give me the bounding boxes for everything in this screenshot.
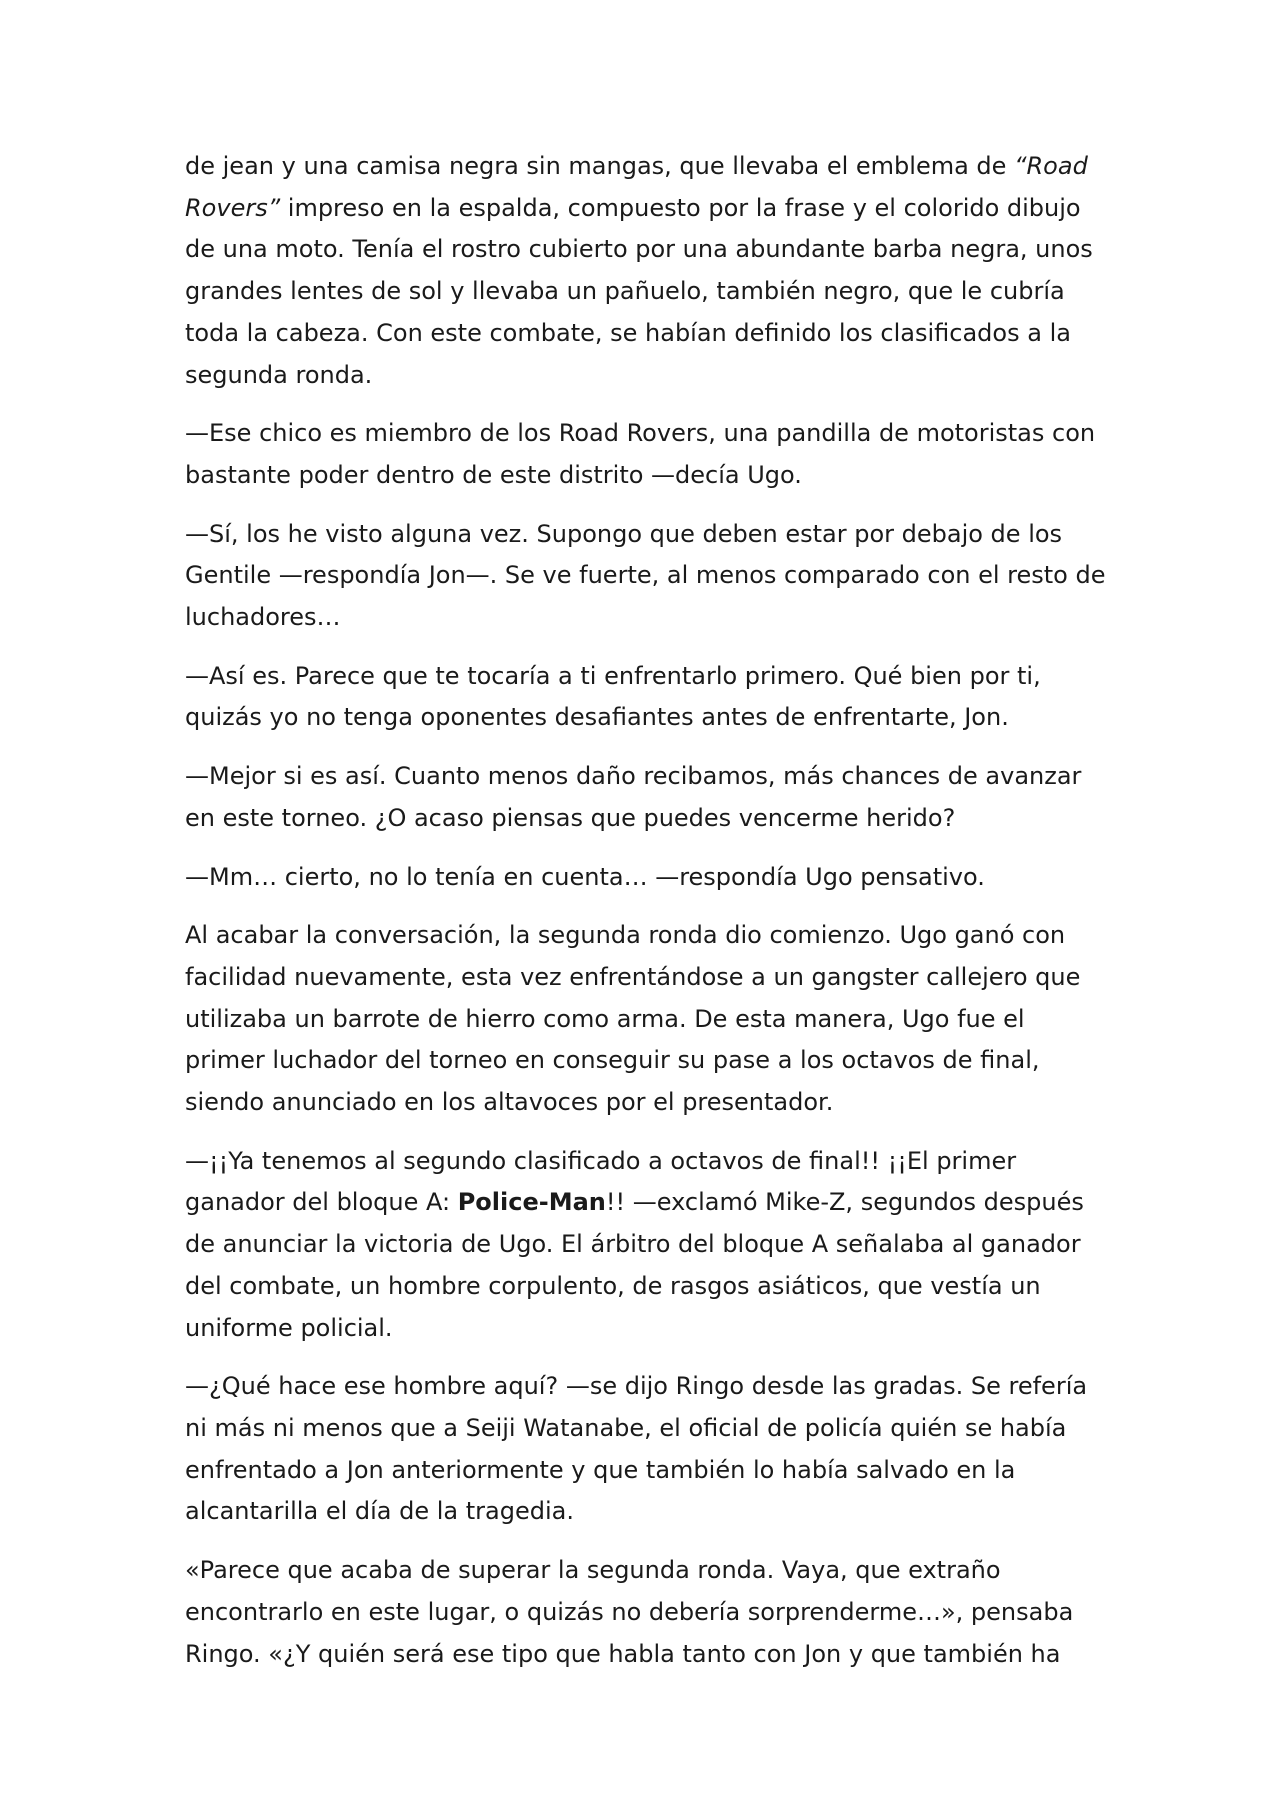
document-page xyxy=(185,146,1110,1675)
paragraph-8 xyxy=(185,1141,1110,1350)
police-man-emphasis: Police-Man xyxy=(457,1188,606,1217)
paragraph-5-text: —Mejor si es así. Cuanto menos daño recibamos, más chances de avanzar en este torneo. ¿O acaso piensas que puedes vencerme herido? xyxy=(185,762,1082,832)
paragraph-4-text: —Así es. Parece que te tocaría a ti enfrentarlo primero. Qué bien por ti, quizás yo no tenga oponentes desafiantes antes de enfrentarte, Jon. xyxy=(185,661,1041,732)
paragraph-1-text: de jean y una camisa negra sin mangas, que llevaba el emblema de xyxy=(185,152,1015,180)
paragraph-3 xyxy=(185,514,1110,639)
paragraph-3-text: —Sí, los he visto alguna vez. Supongo que deben estar por debajo de los Gentile —respondía Jon—. Se ve fuerte, al menos comparado con el resto de luchadores… xyxy=(185,519,1106,632)
paragraph-10-text: «Parece que acaba de superar la segunda ronda. Vaya, que extraño encontrarlo en este lugar, o quizás no debería sorprenderme…», pensaba Ringo. «¿Y quién será ese tipo que habla tanto con Jon y que también ha xyxy=(185,1556,1074,1668)
paragraph-8-text: —¡¡Ya tenemos al segundo clasificado a octavos de final!! ¡¡El primer ganador del bloque A: xyxy=(185,1146,1017,1217)
paragraph-6 xyxy=(185,857,1110,899)
paragraph-6-text: —Mm… cierto, no lo tenía en cuenta… —respondía Ugo pensativo. xyxy=(185,862,985,891)
paragraph-9-text: —¿Qué hace ese hombre aquí? —se dijo Ringo desde las gradas. Se refería ni más ni menos que a Seiji Watanabe, el oficial de policía quién se había enfrentado a Jon anteriormente y que también lo había salvado en la alcantarilla el día de la tragedia. xyxy=(185,1372,1088,1526)
paragraph-2 xyxy=(185,413,1110,496)
paragraph-10 xyxy=(185,1550,1110,1675)
paragraph-2-text: —Ese chico es miembro de los Road Rovers, una pandilla de motoristas con bastante poder dentro de este distrito —decía Ugo. xyxy=(185,419,1096,489)
paragraph-7 xyxy=(185,915,1110,1124)
paragraph-4 xyxy=(185,656,1110,739)
paragraph-8-text-cont: !! —exclamó Mike-Z, segundos después de anunciar la victoria de Ugo. El árbitro del bloque A señalaba al ganador del combate, un hombre corpulento, de rasgos asiáticos, que vestía un uniforme policial. xyxy=(185,1188,1084,1342)
paragraph-1-text-cont: impreso en la espalda, compuesto por la frase y el colorido dibujo de una moto. Tenía el rostro cubierto por una abundante barba negra, unos grandes lentes de sol y llevaba un pañuelo, también negro, que le cubría toda la cabeza. Con este combate, se habían definido los clasificados a la segunda ronda. xyxy=(185,193,1093,389)
paragraph-5 xyxy=(185,756,1110,839)
paragraph-7-text: Al acabar la conversación, la segunda ronda dio comienzo. Ugo ganó con facilidad nuevamente, esta vez enfrentándose a un gangster callejero que utilizaba un barrote de hierro como arma. De esta manera, Ugo fue el primer luchador del torneo en conseguir su pase a los octavos de final, siendo anunciado en los altavoces por el presentador. xyxy=(185,921,1081,1117)
paragraph-9 xyxy=(185,1366,1110,1533)
paragraph-1 xyxy=(185,146,1110,396)
road-rovers-emphasis: “Road Rovers” xyxy=(185,152,1088,222)
